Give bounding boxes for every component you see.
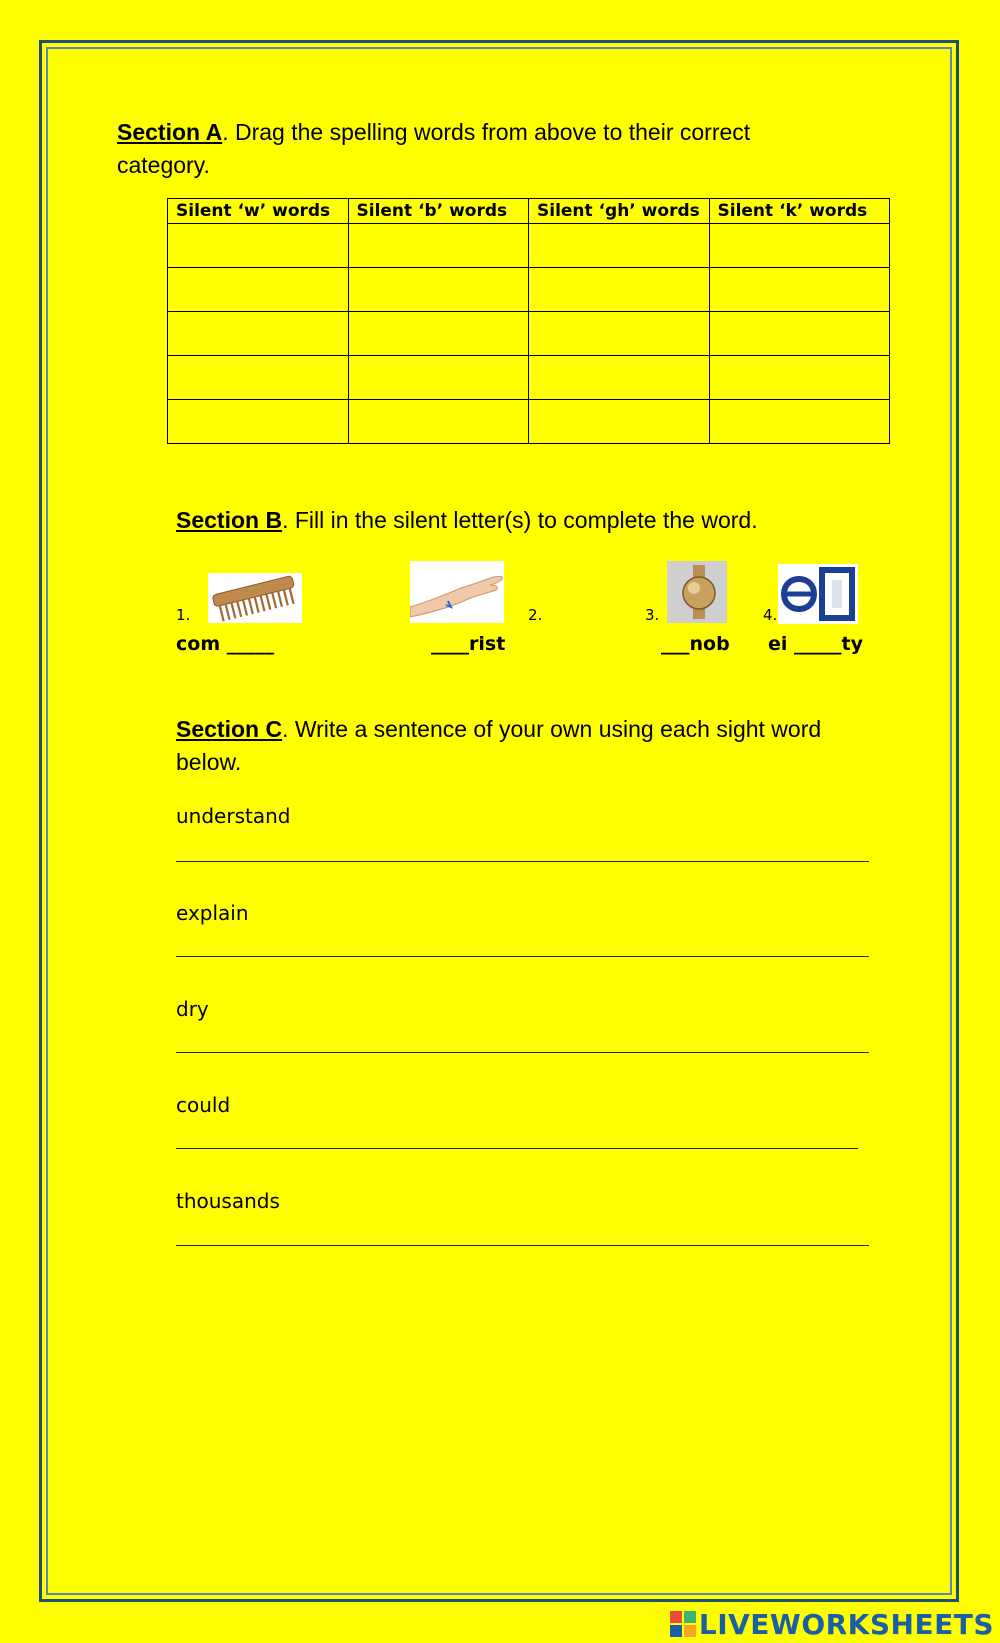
table-header-row <box>168 199 890 224</box>
fill-word-2[interactable]: ____rist <box>431 633 506 655</box>
section-c-instructions: . Write a sentence of your own using each sight word below. <box>176 716 822 775</box>
section-b-instructions: . Fill in the silent letter(s) to complete the word. <box>282 507 758 533</box>
section-b-heading <box>176 504 876 537</box>
drop-cell[interactable] <box>168 356 349 400</box>
fill-word-4[interactable]: ei _____ty <box>768 633 863 655</box>
wrist-icon <box>410 561 504 623</box>
liveworksheets-logo-icon <box>670 1611 696 1637</box>
sight-word-dry: dry <box>176 997 209 1021</box>
watermark-text: LIVEWORKSHEETS <box>698 1607 994 1641</box>
section-c-label: Section C <box>176 716 283 742</box>
fill-word-3[interactable]: ___nob <box>661 633 730 655</box>
section-c-heading <box>176 713 876 779</box>
drop-cell[interactable] <box>348 268 529 312</box>
answer-line[interactable] <box>176 861 869 862</box>
drop-cell[interactable] <box>168 268 349 312</box>
table-row <box>168 268 890 312</box>
sight-word-thousands: thousands <box>176 1189 280 1213</box>
item-number-3: 3. <box>645 606 660 624</box>
fill-word-1[interactable]: com _____ <box>176 633 275 655</box>
drop-cell[interactable] <box>709 268 890 312</box>
drop-cell[interactable] <box>529 224 710 268</box>
answer-line[interactable] <box>176 1148 858 1149</box>
category-table <box>167 198 890 444</box>
answer-line[interactable] <box>176 956 869 957</box>
eighty-icon <box>778 564 858 624</box>
table-row <box>168 356 890 400</box>
drop-cell[interactable] <box>348 312 529 356</box>
drop-cell[interactable] <box>529 400 710 444</box>
section-b-label: Section B <box>176 507 283 533</box>
drop-cell[interactable] <box>709 224 890 268</box>
drop-cell[interactable] <box>709 356 890 400</box>
table-row <box>168 400 890 444</box>
drop-cell[interactable] <box>348 356 529 400</box>
drop-cell[interactable] <box>348 224 529 268</box>
section-a-label: Section A <box>117 119 223 145</box>
column-header-silent-w: Silent ‘w’ words <box>168 199 349 224</box>
answer-line[interactable] <box>176 1245 869 1246</box>
item-number-1: 1. <box>176 606 191 624</box>
answer-line[interactable] <box>176 1052 869 1053</box>
drop-cell[interactable] <box>709 400 890 444</box>
table-row <box>168 312 890 356</box>
drop-cell[interactable] <box>168 312 349 356</box>
drop-cell[interactable] <box>529 268 710 312</box>
drop-cell[interactable] <box>348 400 529 444</box>
sight-word-understand: understand <box>176 804 291 828</box>
column-header-silent-gh: Silent ‘gh’ words <box>529 199 710 224</box>
liveworksheets-watermark <box>670 1605 994 1643</box>
drop-cell[interactable] <box>709 312 890 356</box>
section-a-heading <box>117 116 837 182</box>
column-header-silent-k: Silent ‘k’ words <box>709 199 890 224</box>
comb-icon <box>208 573 302 623</box>
section-a-instructions: . Drag the spelling words from above to their correct category. <box>117 119 751 178</box>
sight-word-could: could <box>176 1093 231 1117</box>
item-number-2: 2. <box>528 606 543 624</box>
column-header-silent-b: Silent ‘b’ words <box>348 199 529 224</box>
table-row <box>168 224 890 268</box>
sight-word-explain: explain <box>176 901 249 925</box>
drop-cell[interactable] <box>529 312 710 356</box>
drop-cell[interactable] <box>168 400 349 444</box>
drop-cell[interactable] <box>168 224 349 268</box>
drop-cell[interactable] <box>529 356 710 400</box>
item-number-4: 4. <box>763 606 778 624</box>
doorknob-icon <box>667 561 727 623</box>
